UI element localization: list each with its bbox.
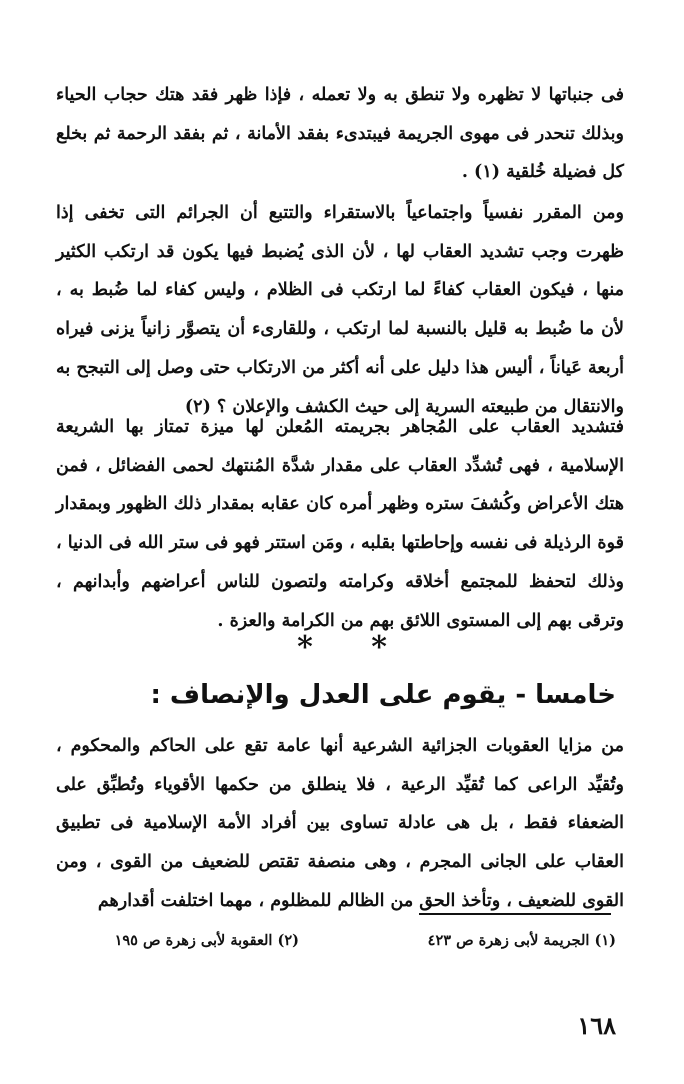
paragraph-4: من مزايا العقوبات الجزائية الشرعية أنها عامة تقع على الحاكم والمحكوم ، وتُقيِّد الراعى كما تُقيِّد الرعية ، فلا ينطلق من حكمها الأقوياء وتُطبِّق على الضعفاء فقط ، بل هى عادلة تساوى بين أفراد الأمة الإسلامية فى تطبيق العقاب على الجانى المجرم ، وهى منصفة تقتص للضعيف من القوى ، ومن القوى للضعيف ، وتأخذ الحق من الظالم للمظلوم ، مهما اختلفت أقدارهم (56, 736, 624, 911)
paragraph-1: فى جنباتها لا تظهره ولا تنطق به ولا تعمله ، فإذا ظهر فقد هتك حجاب الحياء وبذلك تنحدر فى مهوى الجريمة فيبتدىء بفقد الأمانة ، ثم بفقد الرحمة ثم بخلع كل فضيلة خُلقية (١) . (56, 85, 624, 183)
paragraph-3: فتشديد العقاب على المُجاهر بجريمته المُعلن لها ميزة تمتاز بها الشريعة الإسلامية ، فهى تُشدِّد العقاب على مقدار شدَّة المُنتهك لحمى الفضائل ، فمن هتك الأعراض وكُشفَ ستره وظهر أمره كان عقابه بمقدار ذلك الظهور وبمقدار قوة الرذيلة فى نفسه وإحاطتها بقلبه ، ومَن استتر فهو فى ستر الله فى الدنيا ، وذلك لتحفظ للمجتمع أخلاقه وكرامته ولتصون للناس أعراضهم وأبدانهم ، وترقى بهم إلى المستوى اللائق بهم من الكرامة والعزة . (56, 417, 624, 631)
footnote-divider (419, 913, 611, 915)
section-heading: خامسا - يقوم على العدل والإنصاف : (150, 680, 616, 710)
section-separator (0, 630, 684, 666)
footnote-2: (٢) العقوبة لأبى زهرة ص ١٩٥ (114, 932, 299, 949)
page-number: ١٦٨ (577, 1011, 616, 1040)
separator-star: * (371, 630, 387, 665)
paragraph-2: ومن المقرر نفسياً واجتماعياً بالاستقراء والتتبع أن الجرائم التى تخفى إذا ظهرت وجب تشديد العقاب لها ، لأن الذى يُضبط فيها يكون قد ارتكب الكثير منها ، فيكون العقاب كفاءً لما ارتكب فى الظلام ، وليس كفاء لما ضُبط به ، لأن ما ضُبط به قليل بالنسبة لما ارتكب ، وللقارىء أن يتصوَّر زانياً يزنى فيراه أربعة عَياناً ، أليس هذا دليل على أنه أكثر من الارتكاب حتى وصل إلى التبجح به والانتقال من طبيعته السرية إلى حيث الكشف والإعلان ؟ (٢) (56, 203, 624, 417)
separator-star: * (297, 630, 313, 665)
footnote-1: (١) الجريمة لأبى زهرة ص ٤٢٣ (427, 932, 616, 949)
